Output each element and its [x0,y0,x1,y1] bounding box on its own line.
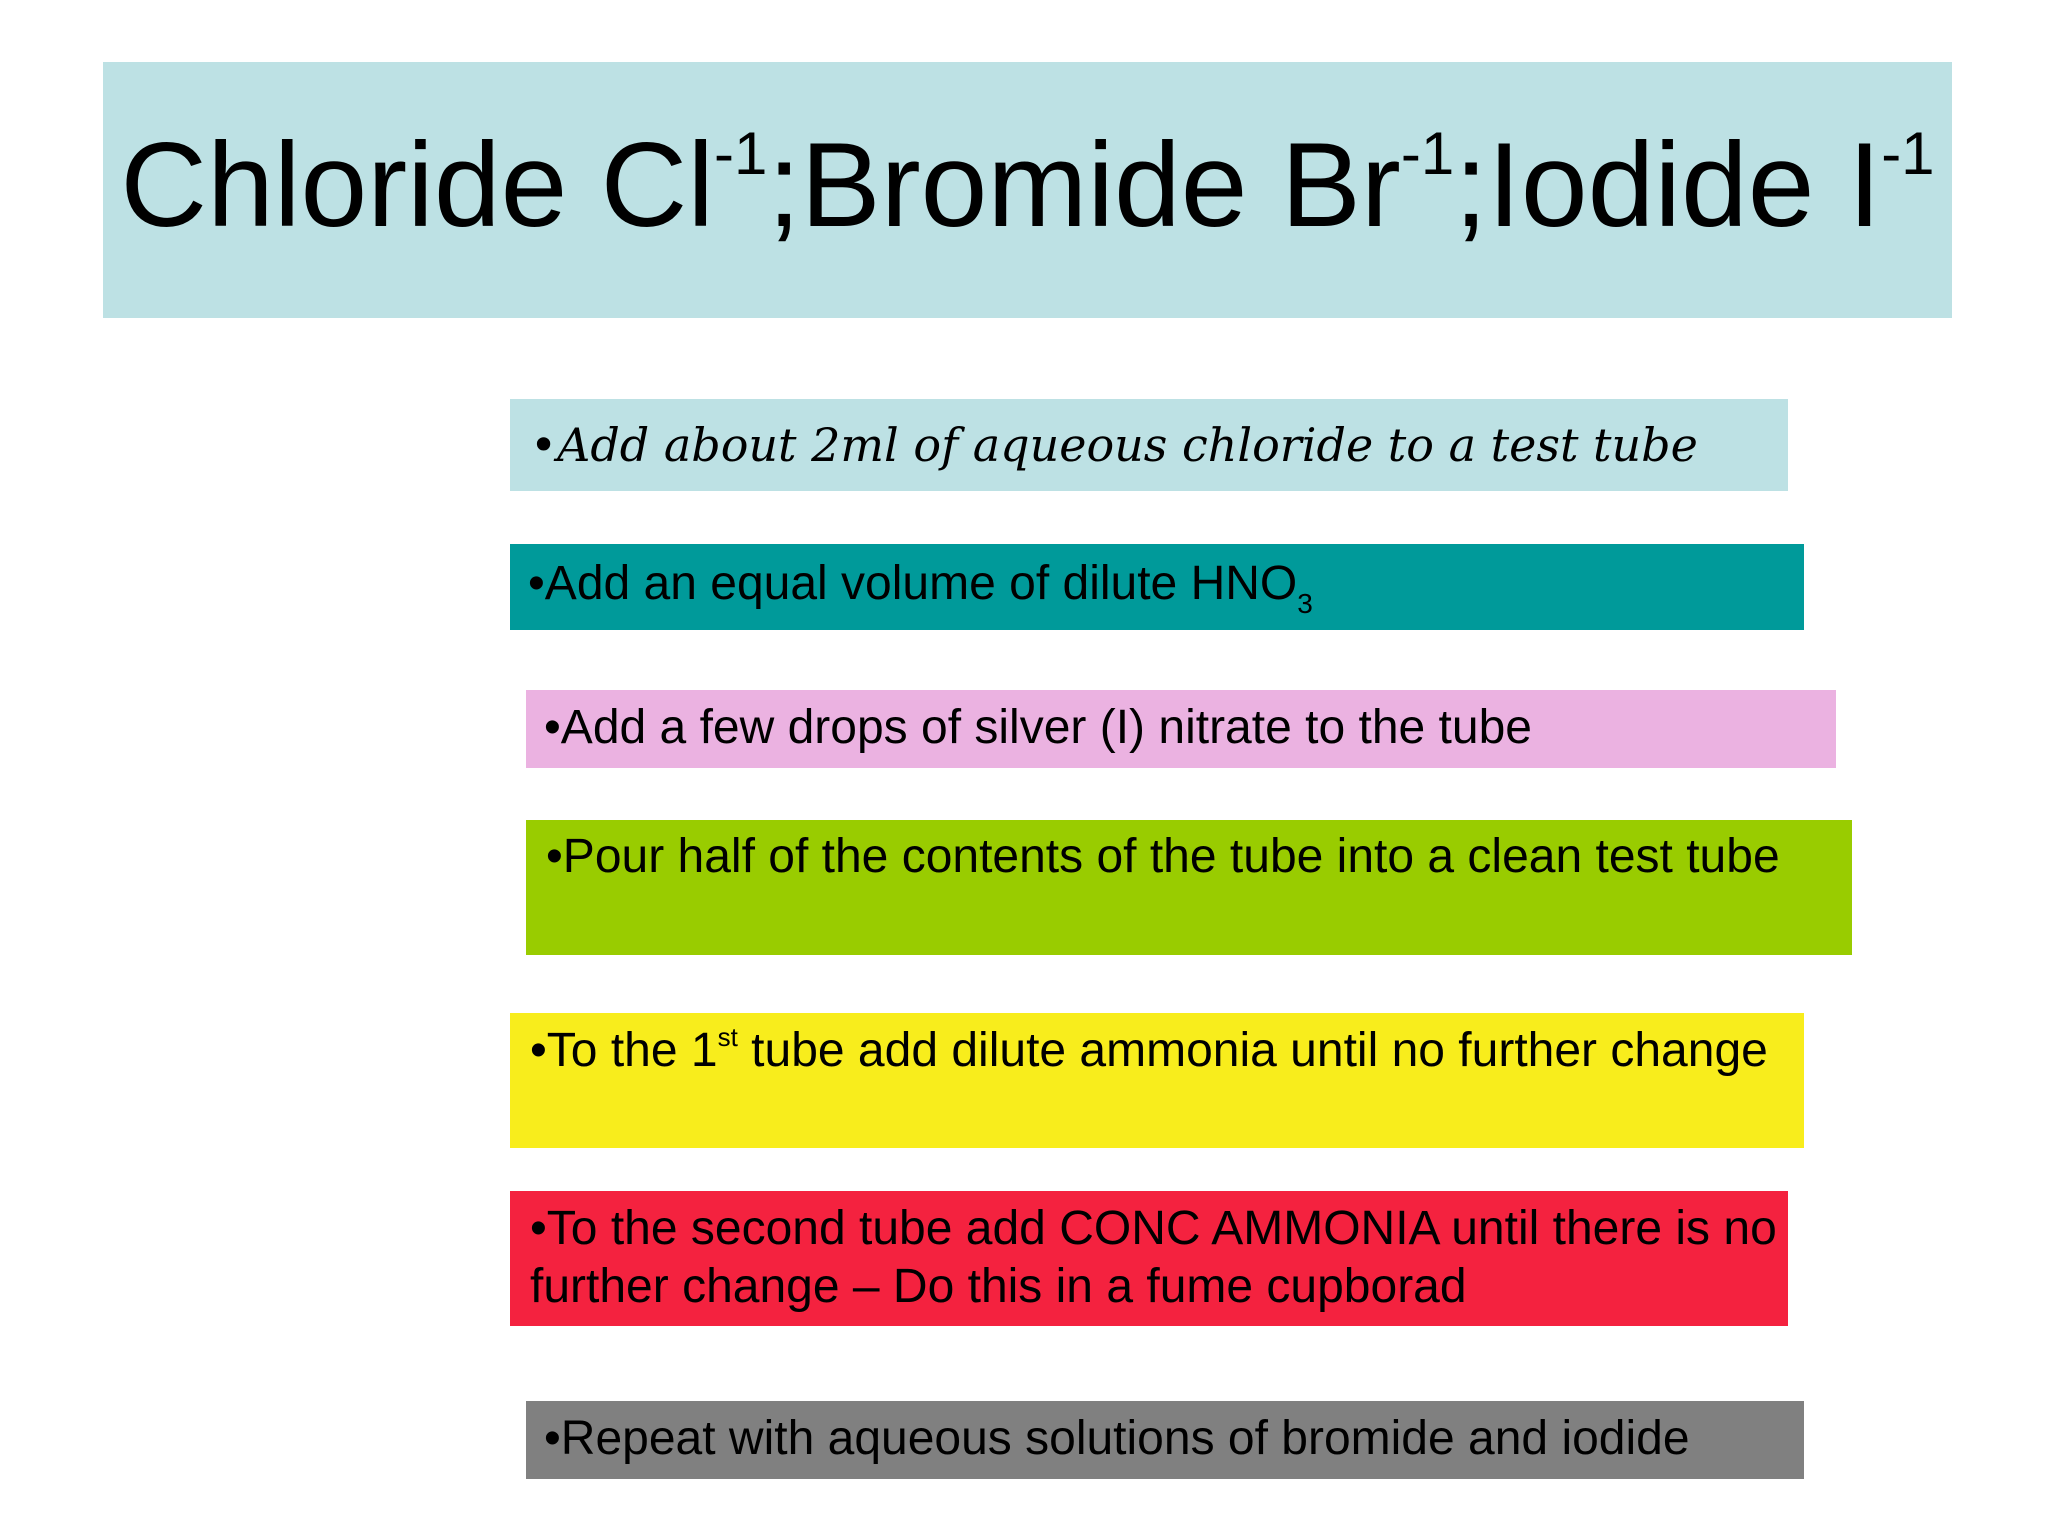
slide-title [120,118,1935,252]
step-4-box [526,820,1852,955]
step-6-box [510,1191,1788,1326]
step-5-box [510,1013,1804,1148]
step-7-box [526,1401,1804,1479]
title-chloride: Chloride Cl [120,118,714,252]
step-1-box [510,399,1788,491]
step-4-text: •Pour half of the contents of the tube into a clean test tube [546,830,1780,883]
title-bromide: ;Bromide Br [767,118,1401,252]
title-banner [103,62,1952,318]
title-bromide-charge: -1 [1400,120,1455,187]
step-2-box [510,544,1804,630]
step-7-text: •Repeat with aqueous solutions of bromide and iodide [544,1412,1690,1465]
title-iodide-charge: -1 [1881,120,1935,187]
step-1-text: •Add about 2ml of aqueous chloride to a test tube [530,418,1698,472]
step-3-box [526,690,1836,768]
step-5-superscript: st [717,1022,738,1052]
title-chloride-charge: -1 [713,120,768,187]
step-3-text: •Add a few drops of silver (I) nitrate to the tube [544,701,1532,754]
title-iodide: ;Iodide I [1454,118,1882,252]
step-6-text: •To the second tube add CONC AMMONIA until there is no further change – Do this in a fume cupborad [530,1202,1777,1313]
step-5-text-after: tube add dilute ammonia until no further change [737,1024,1768,1077]
step-2-text: •Add an equal volume of dilute HNO [528,557,1298,610]
step-5-text-before: •To the 1 [530,1024,718,1077]
step-2-subscript: 3 [1297,588,1313,619]
